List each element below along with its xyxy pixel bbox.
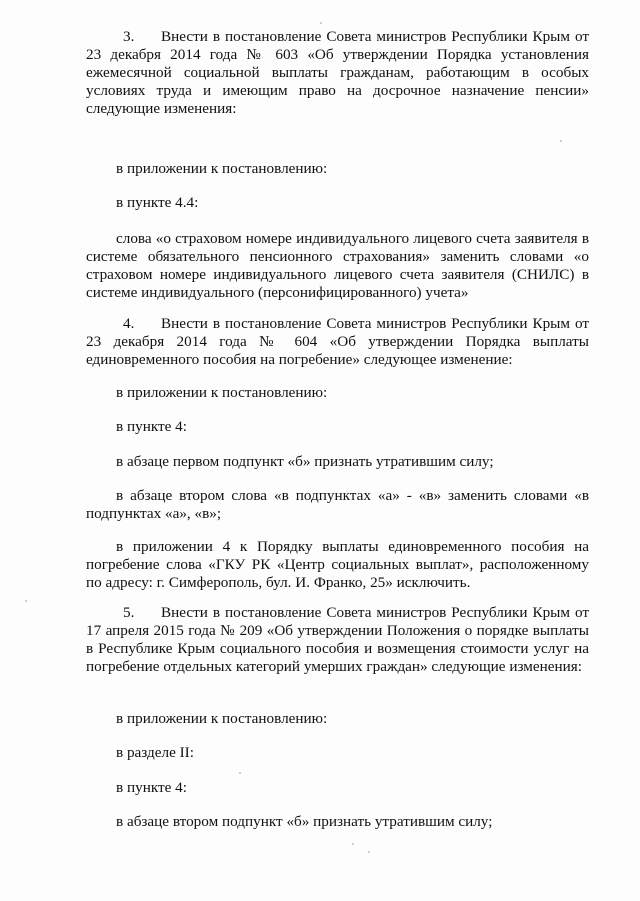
scan-speck <box>352 843 354 845</box>
point-line-3: в пункте 4: <box>116 779 187 796</box>
annex-line-1: в приложении к постановлению: <box>116 160 328 177</box>
scan-speck <box>368 851 370 853</box>
paragraph-3a: в абзаце втором подпункт «б» признать утратившим силу; <box>116 813 493 830</box>
paragraph-2b: в абзаце втором слова «в подпунктах «а» - «в» заменить словами «в подпунктах «а», «в»; <box>86 487 589 522</box>
annex-line-3: в приложении к постановлению: <box>116 710 328 727</box>
item-4-number: 4. <box>123 315 135 332</box>
item-4-paragraph <box>86 315 589 369</box>
scan-speck <box>560 140 562 142</box>
point-line-1: в пункте 4.4: <box>116 194 199 211</box>
item-3-number: 3. <box>123 28 135 45</box>
item-5-paragraph <box>86 604 589 676</box>
paragraph-2a: в абзаце первом подпункт «б» признать утратившим силу; <box>116 453 494 470</box>
item-5-number: 5. <box>123 604 135 621</box>
scan-speck <box>239 772 241 774</box>
annex-line-2: в приложении к постановлению: <box>116 384 328 401</box>
point-line-2: в пункте 4: <box>116 418 187 435</box>
scan-speck <box>25 600 27 602</box>
item-5-text: Внести в постановление Совета министров Республики Крым от 17 апреля 2015 года № 209 «Об утверждении Положения о порядке выплаты в Республике Крым социального пособия и возмещения стоимости услуг на погребение отдельных категорий умерших граждан» следующие изменения: <box>86 604 589 675</box>
section-line-3: в разделе II: <box>116 744 194 761</box>
item-3-paragraph <box>86 28 589 118</box>
words-replacement-paragraph: слова «о страховом номере индивидуального лицевого счета заявителя в системе обязательного пенсионного страхования» заменить словами «о страховом номере индивидуального лицевого счета заявителя (СНИЛС) в системе индивидуального (персонифицированного) учета» <box>86 230 589 301</box>
scan-speck <box>320 22 322 24</box>
item-3-text: Внести в постановление Совета министров Республики Крым от 23 декабря 2014 года № 603 «Об утверждении Порядка установления ежемесячной социальной выплаты гражданам, работающим в особых условиях труда и имеющим право на досрочное назначение пенсии» следующие изменения: <box>86 28 589 117</box>
item-4-text: Внести в постановление Совета министров Республики Крым от 23 декабря 2014 года № 604 «Об утверждении Порядка выплаты единовременного пособия на погребение» следующее изменение: <box>86 315 589 368</box>
paragraph-2c: в приложении 4 к Порядку выплаты единовременного пособия на погребение слова «ГКУ РК «Центр социальных выплат», расположенному по адресу: г. Симферополь, бул. И. Франко, 25» исключить. <box>86 538 589 591</box>
